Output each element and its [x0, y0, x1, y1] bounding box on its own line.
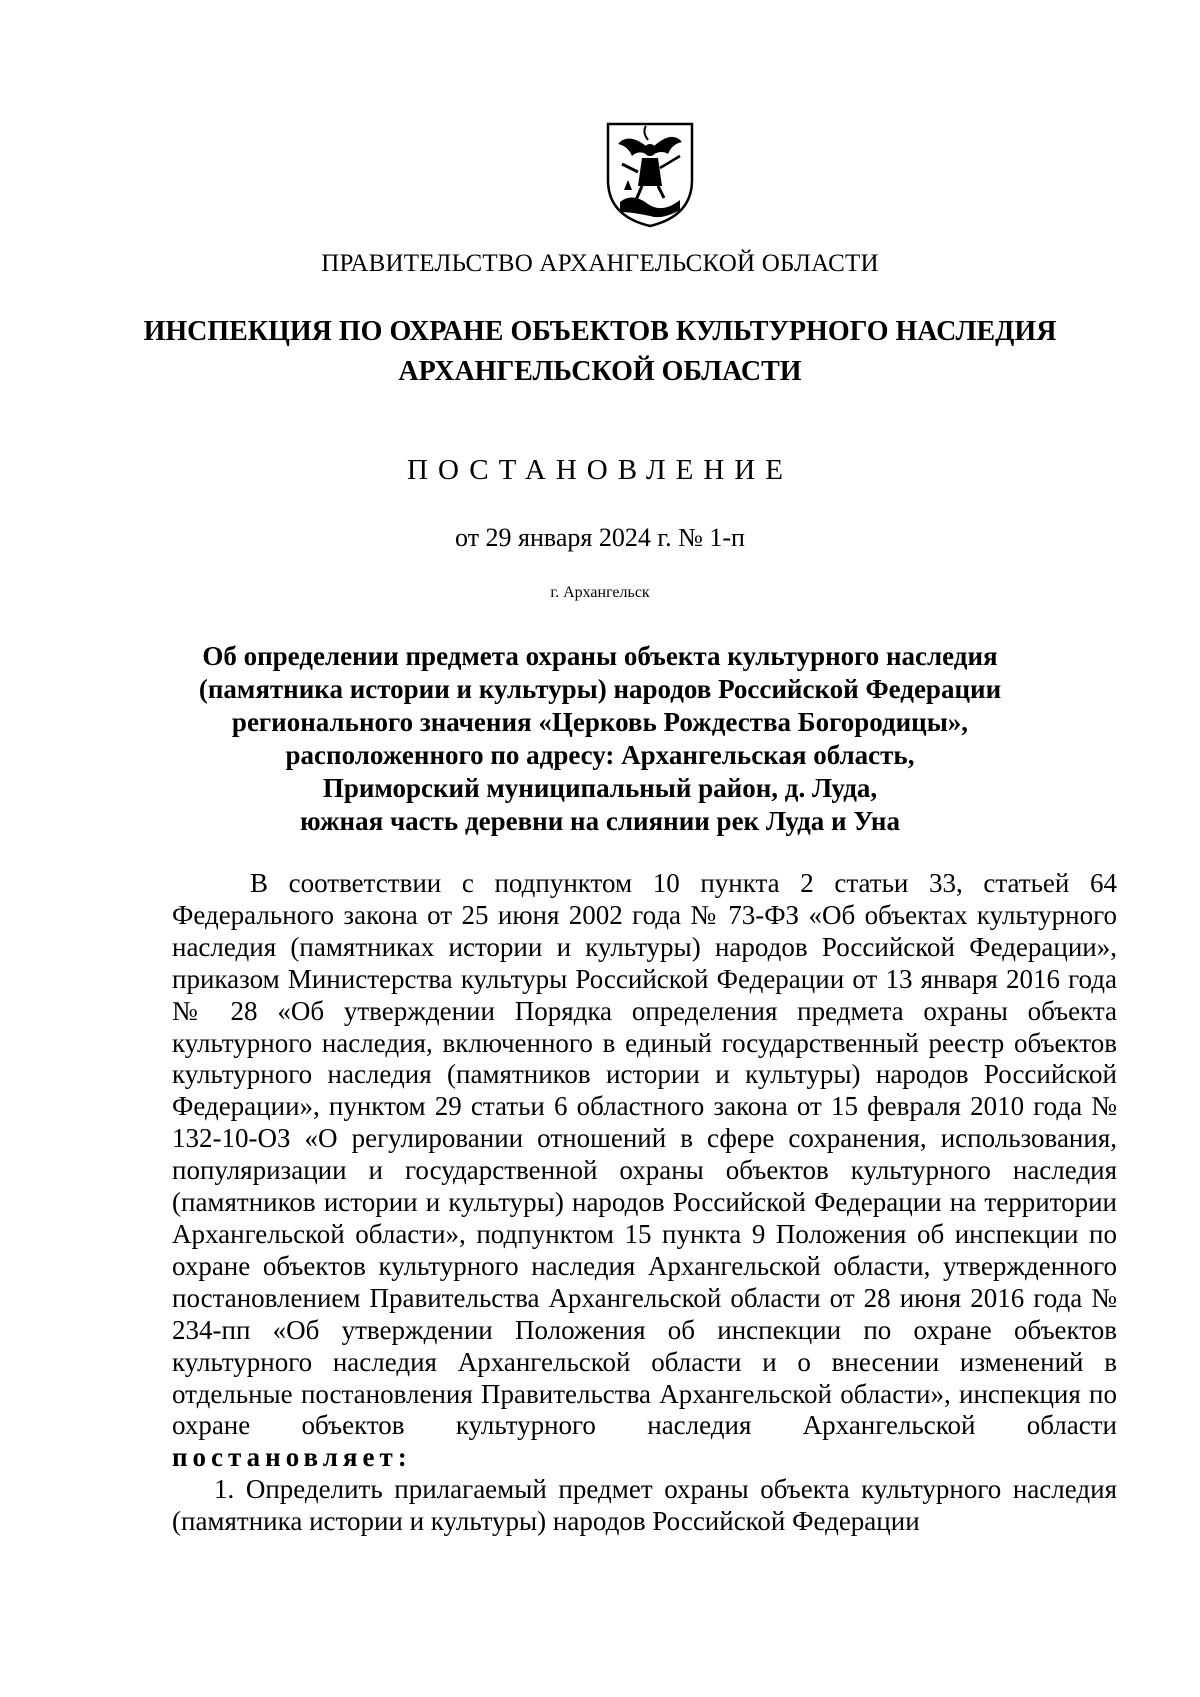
decree-body — [172, 868, 1117, 1538]
government-name: ПРАВИТЕЛЬСТВО АРХАНГЕЛЬСКОЙ ОБЛАСТИ — [321, 250, 879, 277]
inspection-name-line-1: ИНСПЕКЦИЯ ПО ОХРАНЕ ОБЪЕКТОВ КУЛЬТУРНОГО НАСЛЕДИЯ — [143, 316, 1057, 347]
title-line: Приморский муниципальный район, д. Луда, — [322, 773, 878, 803]
title-line: Об определении предмета охраны объекта культурного наследия — [202, 641, 998, 671]
coat-of-arms-emblem — [602, 120, 698, 228]
inspection-name-line-2: АРХАНГЕЛЬСКОЙ ОБЛАСТИ — [398, 356, 802, 387]
decree-title — [0, 640, 1200, 838]
preamble-text: В соответствии с подпунктом 10 пункта 2 статьи 33, статьей 64 Федерального закона от 25 июня 2002 года № 73-ФЗ «Об объектах культурного наследия (памятниках истории и культуры) народов Российской Федерации», приказом Министерства культуры Российской Федерации от 13 января 2016 года № 28 «Об утверждении Порядка определения предмета охраны объекта культурного наследия, включенного в единый государственный реестр объектов культурного наследия (памятников истории и культуры) народов Российской Федерации», пунктом 29 статьи 6 областного закона от 15 февраля 2010 года № 132-10-ОЗ «О регулировании отношений в сфере сохранения, использования, популяризации и государственной охраны объектов культурного наследия (памятников истории и культуры) народов Российской Федерации на территории Архангельской области», подпунктом 15 пункта 9 Положения об инспекции по охране объектов культурного наследия Архангельской области, утвержденного постановлением Правительства Архангельской области от 28 июня 2016 года № 234-пп «Об утверждении Положения об инспекции по охране объектов культурного наследия Архангельской области и о внесении изменений в отдельные постановления Правительства Архангельской области», инспекция по охране объектов культурного наследия Архангельской области — [172, 868, 1117, 1441]
title-line: (памятника истории и культуры) народов Российской Федерации — [198, 674, 1002, 704]
title-line: регионального значения «Церковь Рождества Богородицы», — [231, 707, 969, 737]
title-line: южная часть деревни на слиянии рек Луда и Уна — [300, 806, 900, 836]
decree-label: ПОСТАНОВЛЕНИЕ — [407, 454, 793, 486]
inspection-name — [0, 312, 1200, 392]
decree-city: г. Архангельск — [550, 584, 650, 601]
decree-date-number: от 29 января 2024 г. № 1-п — [455, 523, 745, 552]
resolves-keyword: постановляет: — [172, 1442, 412, 1473]
title-line: расположенного по адресу: Архангельская область, — [285, 740, 915, 770]
preamble-paragraph — [172, 868, 1117, 1474]
item-1-paragraph: 1. Определить прилагаемый предмет охраны объекта культурного наследия (памятника истории и культуры) народов Российской Федерации — [172, 1474, 1117, 1537]
